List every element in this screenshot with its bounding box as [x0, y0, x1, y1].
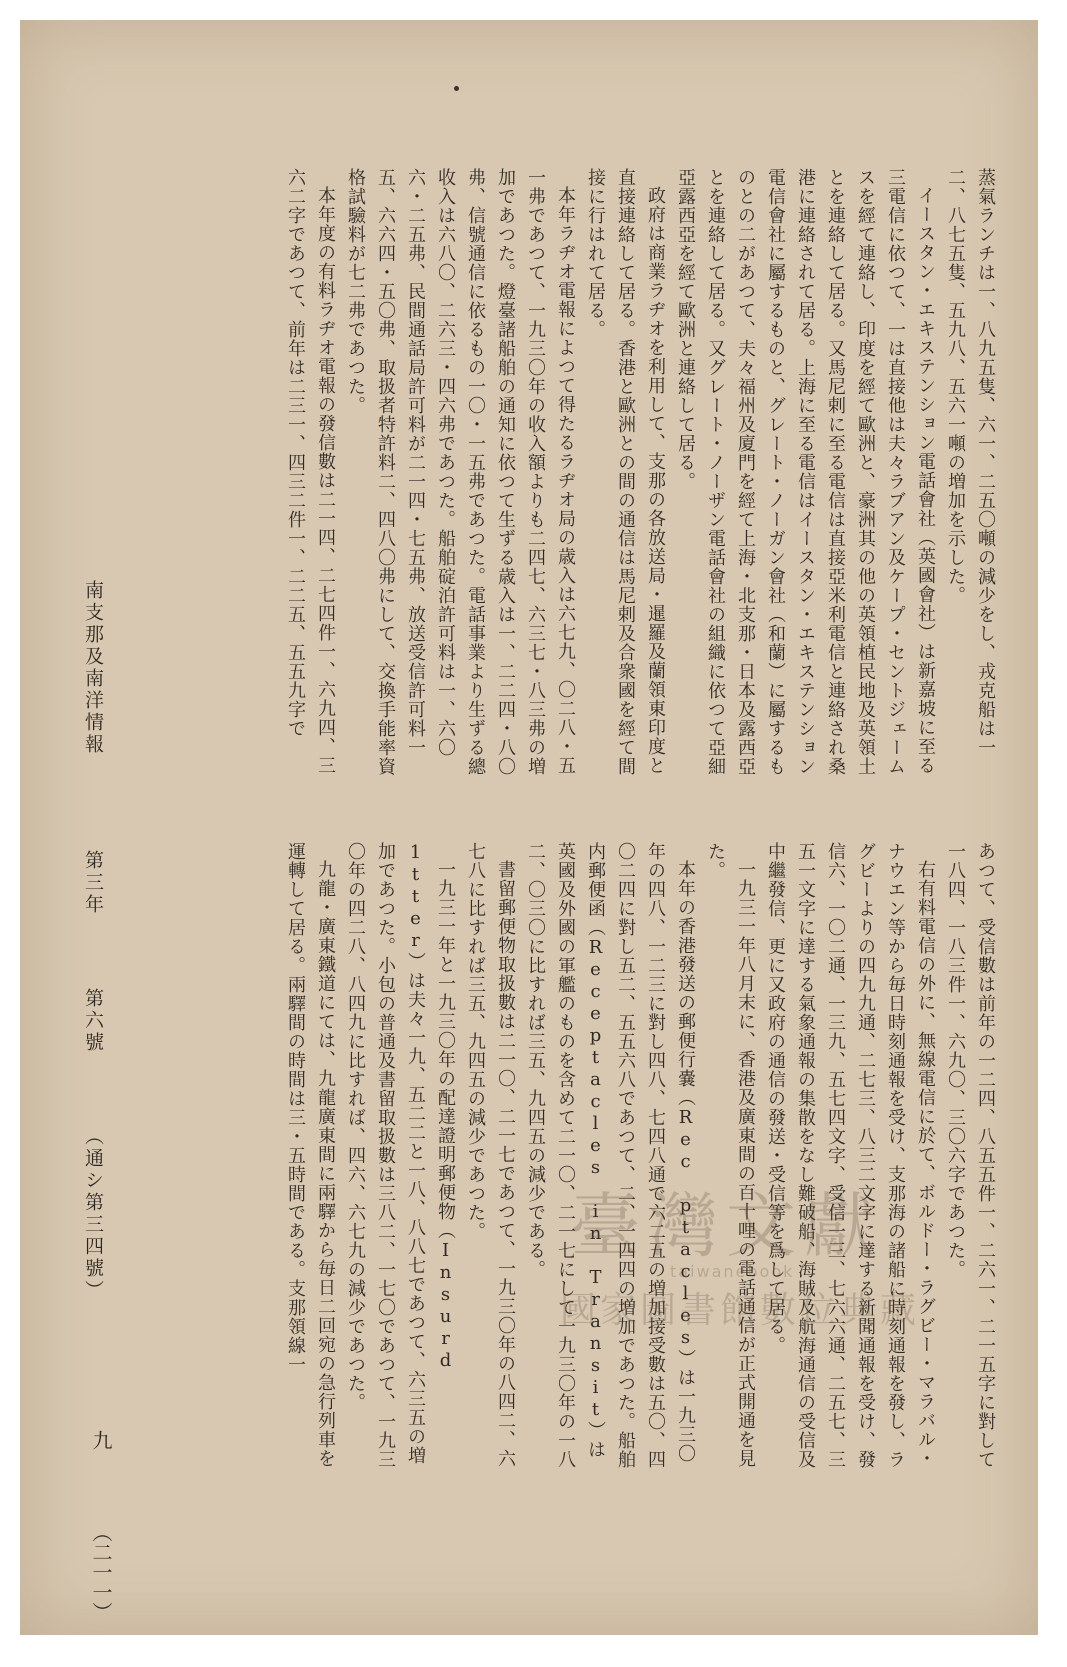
paragraph: 一九三一年八月末に、香港及廣東間の百十哩の電話通信が正式開通を見た。 — [705, 842, 756, 1468]
page-number-kanji: 九 — [89, 1430, 113, 1450]
paragraph: 一九三一年と一九三〇年の配達證明郵便物（Insurd 1tter）は夫々一九、五二二と一八、八八七であつて、六三五の増加であつた。小包の普通及書留取扱數は三八二、一七〇であつて、一九三〇年の四二八、八四九に比すれば、四六、六七九の減少であつた。 — [345, 842, 456, 1469]
watermark-subtitle: taiwanebook — [670, 1262, 795, 1281]
watermark-org: 國家圖書館數位典藏 — [560, 1290, 921, 1331]
page-number — [78, 1430, 116, 1622]
paragraph: イースタン・エキステンション電話會社（英國會社）は新嘉坡に至る三電信に依つて、一は直接他は夫々ラブアン及ケープ・セントジェームスを經て連絡し、印度を經て歐洲と、豪洲其の他の英領植民地及英領土とを連絡して居る。又馬尼剌に至る電信は直接亞米利電信と連絡され桑港に連絡されて居る。上海に至る電信はイースタン・エキステンション電信會社に屬するものと、グレート・ノーガン會社（和蘭）に屬するものとの二があつて、夫々福州及廈門を經て上海・北支那・日本及露西亞とを連絡して居る。又グレート・ノーザン電話會社の組織に依つて亞細亞露西亞を經て歐洲と連絡して居る。 — [675, 168, 936, 776]
paragraph: 書留郵便物取扱數は二一〇、二一七であつて、一九三〇年の八四二、六七八に比すれば三五、九四五の減少であつた。 — [465, 842, 516, 1468]
page-number-total: （二一一） — [89, 1522, 113, 1622]
paragraph: 本年の香港發送の郵便行嚢（Rec ptacles）は一九三〇年の四八、一二三に對し四八、七四八通で六二五の増加接受數は五〇、四〇二四に對し五二、五五六八であつて、二、一四四の増加であつた。船舶内郵便函（Receptacles in Transit）は英國及外國の軍艦のものを含めて二一〇、二一七にして一九三〇年の一八二、〇三〇に比すれば三五、九四五の減少である。 — [525, 842, 696, 1469]
paragraph: 本年ラヂオ電報によつて得たるラヂオ局の歳入は六七九、〇二八・五一弗であつて、一九三〇年の收入額よりも二四七、六三七・八三弗の増加であつた。燈臺諸船舶の通知に依つて生ずる歳入は一、二二四・八〇弗、信號通信に依るもの一〇・一五弗であつた。電話事業より生ずる總收入は六八〇、二六三・四六弗であつた。船舶碇泊許可料は一、六〇六・二五弗、民間通話局許可料が二一四・七五弗、放送受信許可料一五、六六四・五〇弗、取扱者特許料二、四八〇弗にして、交換手能率資格試驗料が七二弗であつた。 — [345, 168, 576, 776]
volume-label: 第三年 — [82, 850, 104, 916]
cumulative-issue: （通シ第三四號） — [82, 1126, 104, 1302]
paragraph: 右有料電信の外に、無線電信に於て、ボルドー・ラグビー・マラバル・ナウエン等から毎日時刻通報を受け、支那海の諸船に時刻通報を發し、ラグビーよりの四九九通、二七三、八三二文字に達する新聞通報を受け、發信六、一〇二通、一三九、五七四文字、受信一三、七六六通、二五七、三五一文字に達する氣象通報の集散をなし難破船、海賊及航海通信の受信及中繼發信、更に又政府の通信の發送・受信等を爲して居る。 — [765, 842, 936, 1469]
ink-dot — [454, 86, 459, 91]
running-header — [80, 580, 107, 1302]
journal-title: 南支那及南洋情報 — [82, 580, 104, 756]
paragraph: あつて、受信數は前年の一二四、八五五件一、二六一、二一五字に對して一八四、一八三件一、六九〇、三〇六字であつた。 — [945, 842, 996, 1469]
paragraph: 政府は商業ラヂオを利用して、支那の各放送局・暹羅及蘭領東印度と直接連絡して居る。香港と歐洲との間の通信は馬尼剌及合衆國を經て間接に行はれて居る。 — [585, 168, 666, 776]
paragraph: 蒸氣ランチは一、八九五隻、六一、二五〇噸の減少をし、戎克船は一二、八七五隻、五九八、五六一噸の増加を示した。 — [945, 168, 996, 757]
watermark-title: 臺灣文獻 — [570, 1185, 882, 1267]
paragraph: 本年度の有料ラヂオ電報の發信數は二一四、二七四件一、六九四、三六二字であつて、前年は二三一、四三二件一、二二五、五五九字で — [285, 168, 336, 775]
paragraph: 九龍・廣東鐵道にては、九龍廣東間に兩驛から毎日二回宛の急行列車を運轉して居る。兩驛間の時間は三・五時間である。支那領線一 — [285, 842, 336, 1468]
lower-text-section — [170, 842, 1000, 1477]
issue-label: 第六號 — [82, 988, 104, 1054]
upper-text-section — [160, 168, 1000, 778]
document-page — [20, 20, 1038, 1635]
